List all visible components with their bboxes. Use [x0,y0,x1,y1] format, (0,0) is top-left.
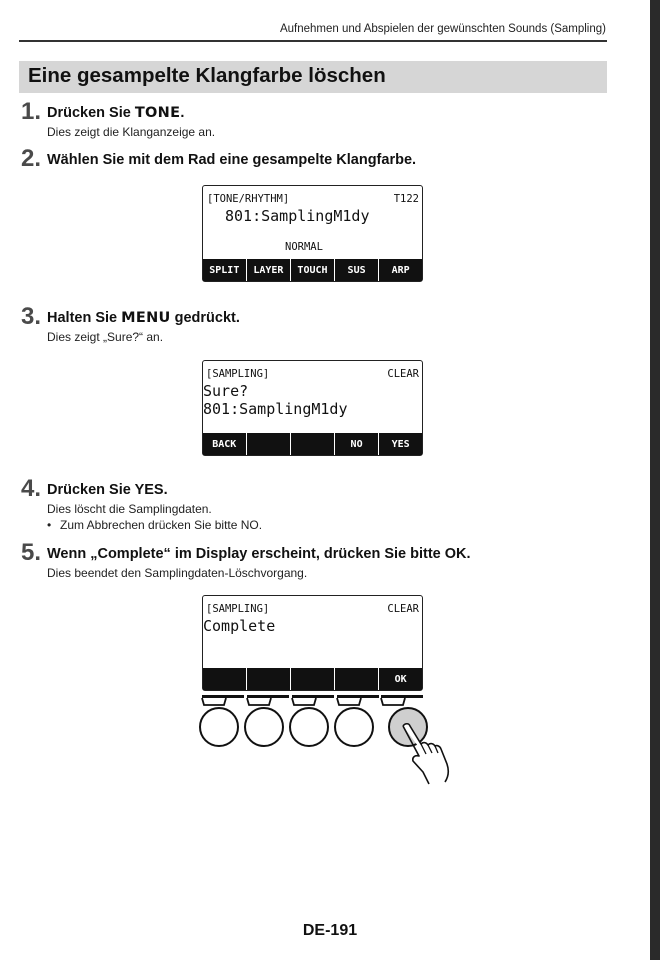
function-button-4[interactable] [334,707,374,747]
step-number: 1. [21,98,42,125]
softkey-empty [291,668,334,690]
softkey-split: SPLIT [203,259,246,281]
softkey-sus: SUS [335,259,378,281]
function-button-1[interactable] [199,707,239,747]
step-heading-text: Drücken Sie [47,105,135,121]
page-edge-bar [650,0,660,960]
step-heading: Wenn „Complete“ im Display erscheint, drücken Sie bitte OK. [47,546,471,562]
lcd-softkeys [203,433,422,455]
header-rule [19,40,607,42]
softkey-layer: LAYER [247,259,290,281]
step-heading: Wählen Sie mit dem Rad eine gesampelte Klangfarbe. [47,152,417,168]
softkey-touch: TOUCH [291,259,334,281]
lcd-action: CLEAR [387,368,419,380]
lcd-mode-label: [SAMPLING] [206,368,270,380]
lcd-softkeys [203,259,422,281]
lcd-display-tone [202,185,423,282]
step-heading [47,310,240,326]
lcd-prompt: Sure? [203,382,249,400]
step-heading [47,105,184,121]
step-note [47,518,262,532]
function-button-2[interactable] [244,707,284,747]
lcd-softkeys [203,668,422,690]
step-heading-text: . [180,105,185,121]
page-number: DE-191 [302,922,358,939]
lcd-mode-label: [TONE/RHYTHM] [207,193,290,205]
step-description: Dies zeigt die Klanganzeige an. [47,125,216,139]
pointing-hand-icon [395,722,455,786]
step-number: 3. [21,303,42,330]
softkey-empty [247,433,290,455]
step-number: 5. [21,539,42,566]
softkey-empty [291,433,334,455]
step-number: 2. [21,145,42,172]
step-description: Dies beendet den Samplingdaten-Löschvorgang. [47,566,308,580]
function-button-3[interactable] [289,707,329,747]
lcd-display-complete [202,595,423,691]
lcd-status: NORMAL [285,241,323,253]
lcd-mode-label: [SAMPLING] [206,603,270,615]
key-name-menu: MENU [121,310,171,326]
step-number: 4. [21,475,42,502]
softkey-empty [203,668,246,690]
step-note-text: Zum Abbrechen drücken Sie bitte NO. [60,518,263,532]
lcd-tempo: T122 [393,193,419,205]
lcd-tone-name: 801:SamplingM1dy [225,207,370,225]
softkey-empty [247,668,290,690]
lcd-action: CLEAR [387,603,419,615]
lcd-message: Complete [203,617,276,635]
key-name-tone: TONE [134,105,181,121]
step-heading-text: gedrückt. [170,310,240,326]
step-heading: Drücken Sie YES. [47,482,168,498]
lcd-tone-name: 801:SamplingM1dy [203,400,348,418]
softkey-arp: ARP [379,259,422,281]
softkey-yes: YES [379,433,422,455]
step-heading-text: Halten Sie [47,310,122,326]
section-title: Eine gesampelte Klangfarbe löschen [19,61,607,93]
softkey-no: NO [335,433,378,455]
softkey-ok: OK [379,668,422,690]
running-title: Aufnehmen und Abspielen der gewünschten Sounds (Sampling) [279,23,606,35]
softkey-empty [335,668,378,690]
step-description: Dies zeigt „Sure?“ an. [47,330,164,344]
softkey-back: BACK [203,433,246,455]
step-description: Dies löscht die Samplingdaten. [47,502,212,516]
lcd-display-sure [202,360,423,456]
bullet-dot: • [47,518,52,532]
